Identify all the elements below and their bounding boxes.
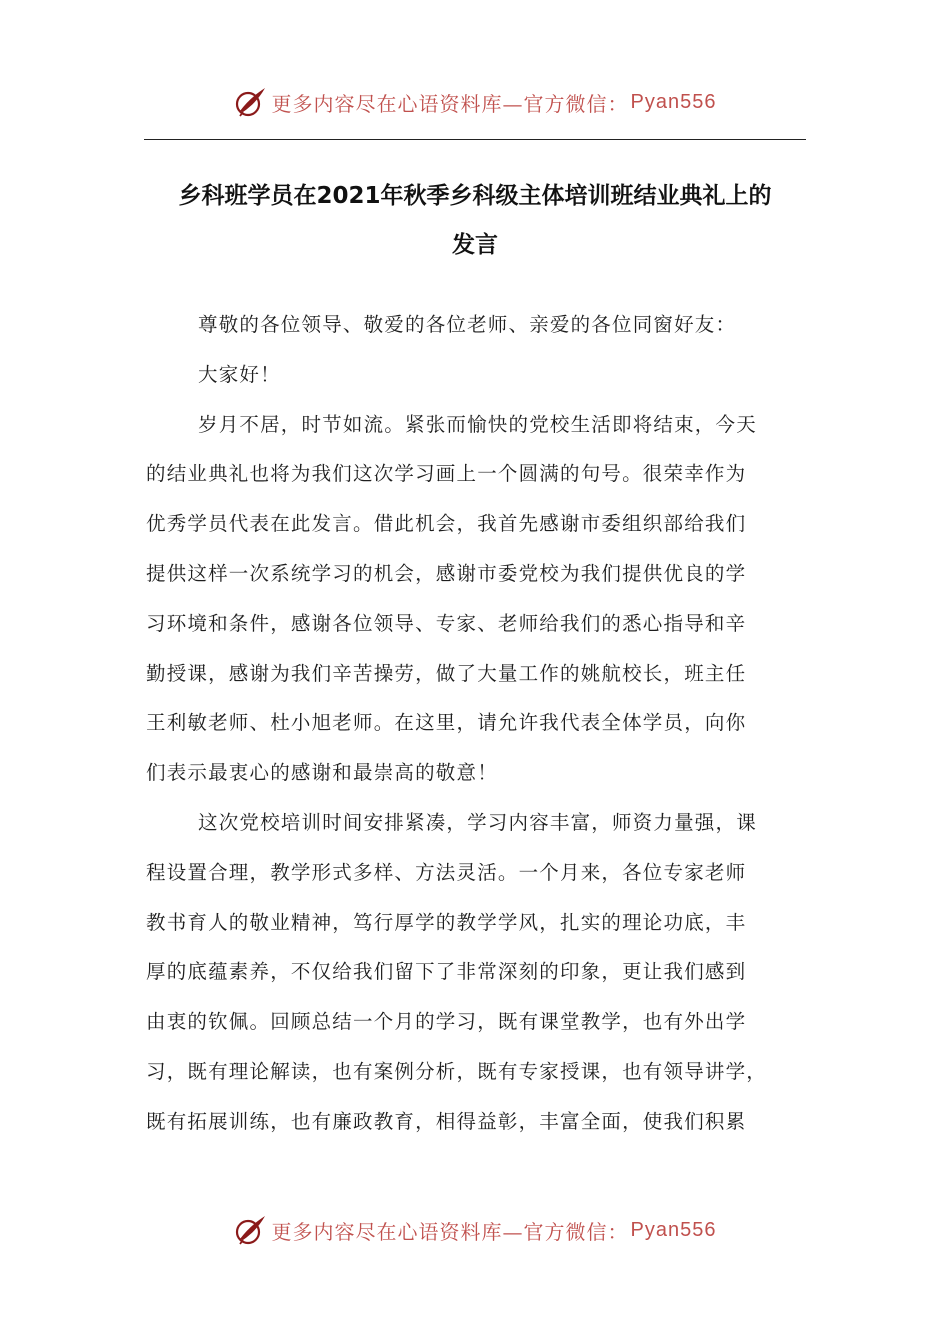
paragraph-line: 教书育人的敬业精神，笃行厚学的教学学风，扎实的理论功底，丰 (146, 910, 747, 934)
paragraph-line: 厚的底蕴素养，不仅给我们留下了非常深刻的印象，更让我们感到 (146, 960, 747, 984)
footer-banner (0, 1210, 950, 1250)
quill-pen-logo-icon (234, 85, 268, 119)
paragraph-line: 既有拓展训练，也有廉政教育，相得益彰，丰富全面，使我们积累 (146, 1109, 747, 1133)
paragraph-line: 岁月不居，时节如流。紧张而愉快的党校生活即将结束，今天 (198, 412, 757, 436)
paragraph-line: 的结业典礼也将为我们这次学习画上一个圆满的句号。很荣幸作为 (146, 462, 747, 486)
header-divider (144, 139, 806, 140)
paragraph-line: 们表示最衷心的感谢和最崇高的敬意！ (146, 761, 498, 785)
document-title (144, 172, 806, 270)
title-line: 乡科班学员在2021年秋季乡科级主体培训班结业典礼上的 (178, 183, 772, 209)
paragraph-line: 这次党校培训时间安排紧凑，学习内容丰富，师资力量强，课 (198, 810, 757, 834)
paragraph-line: 王利敏老师、杜小旭老师。在这里，请允许我代表全体学员，向你 (146, 711, 747, 735)
paragraph-line: 优秀学员代表在此发言。借此机会，我首先感谢市委组织部给我们 (146, 512, 747, 536)
banner-wechat-id: Pyan556 (630, 90, 717, 113)
paragraph-line: 程设置合理，教学形式多样、方法灵活。一个月来，各位专家老师 (146, 860, 747, 884)
header-banner (0, 82, 950, 122)
document-body (146, 300, 808, 1147)
paragraph-line: 勤授课，感谢为我们辛苦操劳，做了大量工作的姚航校长，班主任 (146, 661, 747, 685)
banner-wechat-label: 官方微信： (523, 91, 629, 116)
banner-wechat-id: Pyan556 (630, 1218, 717, 1241)
greeting-line: 大家好！ (198, 362, 281, 386)
banner-site-text: 更多内容尽在心语资料库— (271, 91, 524, 116)
paragraph-line: 习，既有理论解读，也有案例分析，既有专家授课，也有领导讲学， (146, 1059, 768, 1083)
banner-wechat-label: 官方微信： (523, 1219, 629, 1244)
salutation-line: 尊敬的各位领导、敬爱的各位老师、亲爱的各位同窗好友： (198, 313, 737, 336)
quill-pen-logo-icon (234, 1213, 268, 1247)
paragraph-line: 习环境和条件，感谢各位领导、专家、老师给我们的悉心指导和辛 (146, 611, 747, 635)
banner-site-text: 更多内容尽在心语资料库— (271, 1219, 524, 1244)
paragraph-line: 提供这样一次系统学习的机会，感谢市委党校为我们提供优良的学 (146, 561, 747, 585)
paragraph-line: 由衷的钦佩。回顾总结一个月的学习，既有课堂教学，也有外出学 (146, 1010, 747, 1034)
title-line: 发言 (452, 232, 498, 258)
